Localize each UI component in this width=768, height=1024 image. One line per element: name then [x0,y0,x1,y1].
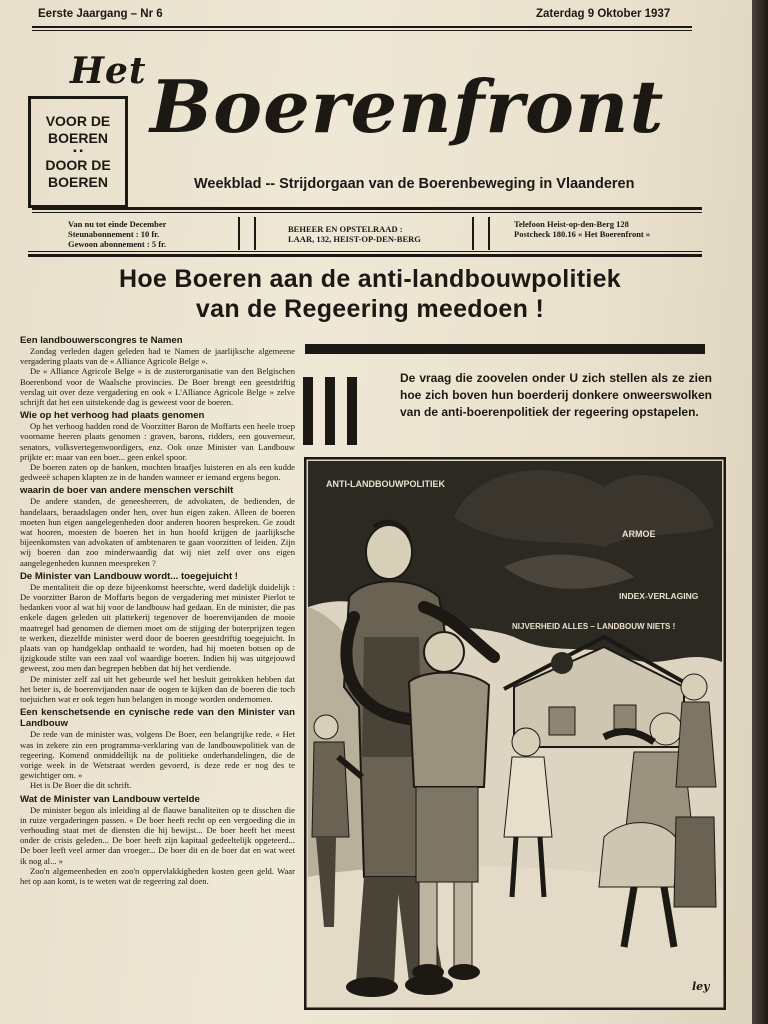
motto-box [28,96,128,208]
section-heading: Een landbouwerscongres te Namen [20,335,183,346]
article-section [20,410,295,482]
info-rule-bottom-thin [28,251,702,252]
article-paragraph: De rede van de minister was, volgens De Boer, een belangrijke rede. « Het was in zekere zin een programma-verklaring van de landbouwpolitiek van de regeering. Komend onmiddellijk na de politieke onderhandelingen, die de vorige week in de Wetstraat werden gevoerd, is deze rede er nog des te gewichtiger om. » [20,729,295,781]
cloud-label: INDEX-VERLAGING [619,591,699,601]
info-divider [488,217,490,250]
section-heading: waarin de boer van andere menschen verschilt [20,485,234,497]
masthead-title: Boerenfront [150,64,665,149]
management-line: BEHEER EN OPSTELRAAD : [288,224,403,234]
article-paragraph: De minister begon als inleiding al de flauwe banaliteiten op te disschen die in ruize vergaderingen passen. « De boer heeft recht op een vergoeding die in verhouding staat met de diensten die hij bewijst... De boer heeft het meest onder de crisis geleden... De boer heeft zijn kapitaal gedeeltelijk opgeteerd... De boer leeft veel armer dan vroeger... De boer dit en de boer dat en wat weet ik nog al... » [20,804,295,866]
section-heading: Wie op het verhoog had plaats genomen [20,410,205,422]
subscription-info [68,219,166,249]
top-rule-thin [32,30,692,31]
article-section [20,485,295,567]
article-section [20,794,295,887]
headline-line: Hoe Boeren aan de anti-landbouwpolitiek [118,265,622,293]
article-paragraph: Het is De Boer die dit schrift. [30,780,132,791]
issue-number: Eerste Jaargang – Nr 6 [38,8,163,20]
issue-date: Zaterdag 9 Oktober 1937 [536,8,671,20]
contact-line: Telefoon Heist-op-den-Berg 128 [514,219,629,229]
motto-line: BOEREN [48,174,108,190]
cloud-label: ARMOE [622,529,656,539]
article-column [20,332,295,886]
motto-line: DOOR DE [45,157,111,173]
management-line: LAAR, 132, HEIST-OP-DEN-BERG [288,234,421,244]
subscription-line: Van nu tot einde December [68,219,167,229]
section-bar [305,344,705,354]
subscription-line: Steunabonnement : 10 fr. [68,229,160,239]
intro-text: De vraag die zoovelen onder U zich stellen als ze zien hoe zich boven hun boerderij donkere onweerswolken van de anti-boerenpolitiek der regeering opstapelen. [400,371,712,419]
cloud-label: ANTI-LANDBOUWPOLITIEK [326,479,445,489]
info-divider [472,217,474,250]
artist-signature: ley [692,980,710,993]
article-paragraph: Zoo'n algemeenheden en zoo'n oppervlakkigheden kosten geen geld. Waar het op aan komt, is te weten wat de regeering zal doen. [20,865,295,886]
contact-info [514,219,650,239]
masthead-subtitle: Weekblad -- Strijdorgaan van de Boerenbeweging in Vlaanderen [194,176,635,192]
section-heading: De Minister van Landbouw wordt... toegejuicht ! [20,570,239,582]
cartoon-illustration [304,457,726,1010]
article-paragraph: De minister zelf zal uit het gebeurde wel het besluit getrokken hebben dat het beter is, de boerenvijanden naar de oogen te kijken dan de boeren die toch toejuichen wat er ook tegen hun belangen in mooge worden ondernomen. [20,673,295,705]
article-paragraph: De « Alliance Agricole Belge » is de zusterorganisatie van den Belgischen Boerenbond voor de Waalsche provincies. De Boer brengt een geestdriftig verslag uit over deze vergadering en ook « L'Alliance Agricole Belge » zelve schrijft dat het een uitstekende dag is geweest voor de boeren. [20,366,295,408]
article-paragraph: Op het verhoog hadden rond de Voorzitter Baron de Moffarts een heele troep voorname heeren plaats genomen : graven, barons, ridders, een gouverneur, senators, volksvertegenwoordigers, enz. Ook onze Minister van Landbouw prijkte er: maar van een boer... geen enkel spoor. [20,421,295,462]
masthead-het: Het [70,50,147,92]
info-rule-top-thin [32,212,702,213]
info-rule-bottom [28,254,702,257]
article-paragraph: Zondag verleden dagen geleden had te Namen de jaarlijksche algemeene vergadering plaats van de « Alliance Agricole Belge ». [20,346,295,367]
management-info [288,224,421,244]
subscription-line: Gewoon abonnement : 5 fr. [68,239,167,249]
article-paragraph: De andere standen, de geneesheeren, de advokaten, de bedienden, de handelaars, beraadslagen onder hen, over hun eigen zaken. Alleen de boeren moeten hun eigen aangelegenheden door anderen hooren bespreken. Ge zoudt wat hooren, moesten de boeren het in hun hoofd krijgen de jaarlijksche bijeenkomsten van advokaten of ambtenaren te gaan voorzitten of leiden. Zijn wij boeren dan zoo minderwaardig dat wij niet zelf over ons eigen aangelegenheden kunnen meespreken ? [20,496,295,568]
section-heading: Wat de Minister van Landbouw vertelde [20,793,200,805]
info-divider [238,217,240,250]
contact-line: Postcheck 180.16 « Het Boerenfront » [514,229,651,239]
info-divider [254,217,256,250]
article-paragraph: De mentaliteit die op deze bijeenkomst heerschte, werd dadelijk duidelijk : De voorzitter Baron de Moffarts begon de vergadering met minister Pierlot te bedanken voor al wat hij voor de landbouw had gedaan. En de minister, die pas enkele dagen geleden uit plattekerij tegenover de boerenvijanden de mooie maatregel had genomen de diemen moet om de stijging der boterprijzen tegen te werken, diezelfde minister werd door de boeren geestdriftig toegejuicht. In plaats van op handgeklap onthaald te worden, had hij moeten botsen op de ijzigkoude stilte van een zaal vol waardige boeren. Indien hij was uitgejouwd geweest, zou men dan begrepen hebben dat hij het verdiende. [20,581,295,674]
article-section [20,707,295,790]
motto-line: VOOR DE [45,113,111,129]
info-rule-top [32,207,702,210]
page-edge-shadow [752,0,768,1024]
article-paragraph: De boeren zaten op de banken, mochten braafjes luisteren en als een kudde gedweeë schapen klapten ze in de handen wanneer er iemand ergens begon. [20,462,295,483]
section-heading: Een kenschetsende en cynische rede van den Minister van Landbouw [20,707,295,730]
main-headline [20,264,720,324]
motto-line: BOEREN [48,130,108,146]
article-section [20,571,295,704]
headline-line: van de Regeering meedoen ! [195,295,545,323]
decorative-bars [303,377,369,449]
top-rule [32,26,692,28]
motto-dots: ▪ ▪ [73,146,83,157]
cloud-label: NIJVERHEID ALLES – LANDBOUW NIETS ! [512,622,676,631]
article-section [20,335,295,407]
